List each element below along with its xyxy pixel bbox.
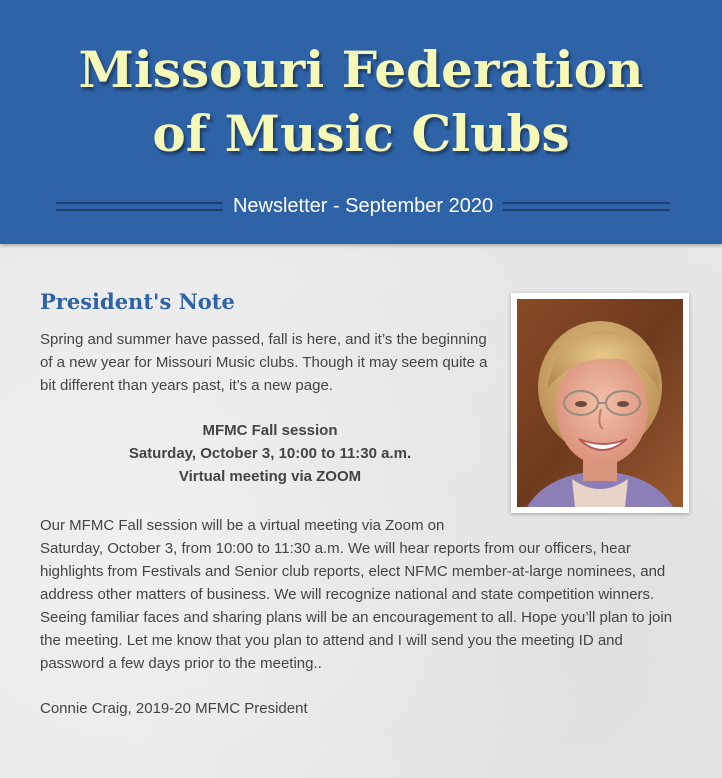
newsletter-header [0, 0, 722, 244]
session-location: Virtual meeting via ZOOM [178, 468, 362, 485]
title-line-1: Missouri Federation [78, 40, 644, 99]
signature: Connie Craig, 2019-20 MFMC President [40, 700, 308, 717]
body-remainder: Saturday, October 3, from 10:00 to 11:30 a.m. We will hear reports from our officers, hear highlights from Festivals and Senior club reports, elect NFMC member-at-large nominees, and address other matters of business. We will recognize national and state competition winners. Seeing familiar faces and sharing plans will be an encouragement to all. Hope you’ll plan to join the meeting. Let me know that you plan to attend and I will send you the meeting ID and password a few days prior to the meeting.. [40, 540, 673, 672]
title-line-2: of Music Clubs [152, 104, 570, 163]
session-announcement [40, 419, 500, 488]
section-heading: President's Note [40, 289, 235, 314]
session-title: MFMC Fall session [202, 422, 338, 439]
portrait-image [517, 299, 683, 507]
newsletter-title [0, 38, 722, 166]
newsletter-subtitle: Newsletter - September 2020 [232, 194, 494, 217]
subtitle-row [56, 190, 670, 222]
left-divider [56, 202, 223, 211]
intro-paragraph: Spring and summer have passed, fall is here, and it’s the beginning of a new year for Missouri Music clubs. Though it may seem quite a bit different than years past, it’s a new page. [40, 331, 488, 394]
right-divider [503, 202, 670, 211]
president-photo [511, 293, 689, 513]
body-first-line: Our MFMC Fall session will be a virtual meeting via Zoom on [40, 517, 445, 534]
session-date: Saturday, October 3, 10:00 to 11:30 a.m. [128, 445, 412, 462]
body-paragraph [40, 514, 690, 675]
